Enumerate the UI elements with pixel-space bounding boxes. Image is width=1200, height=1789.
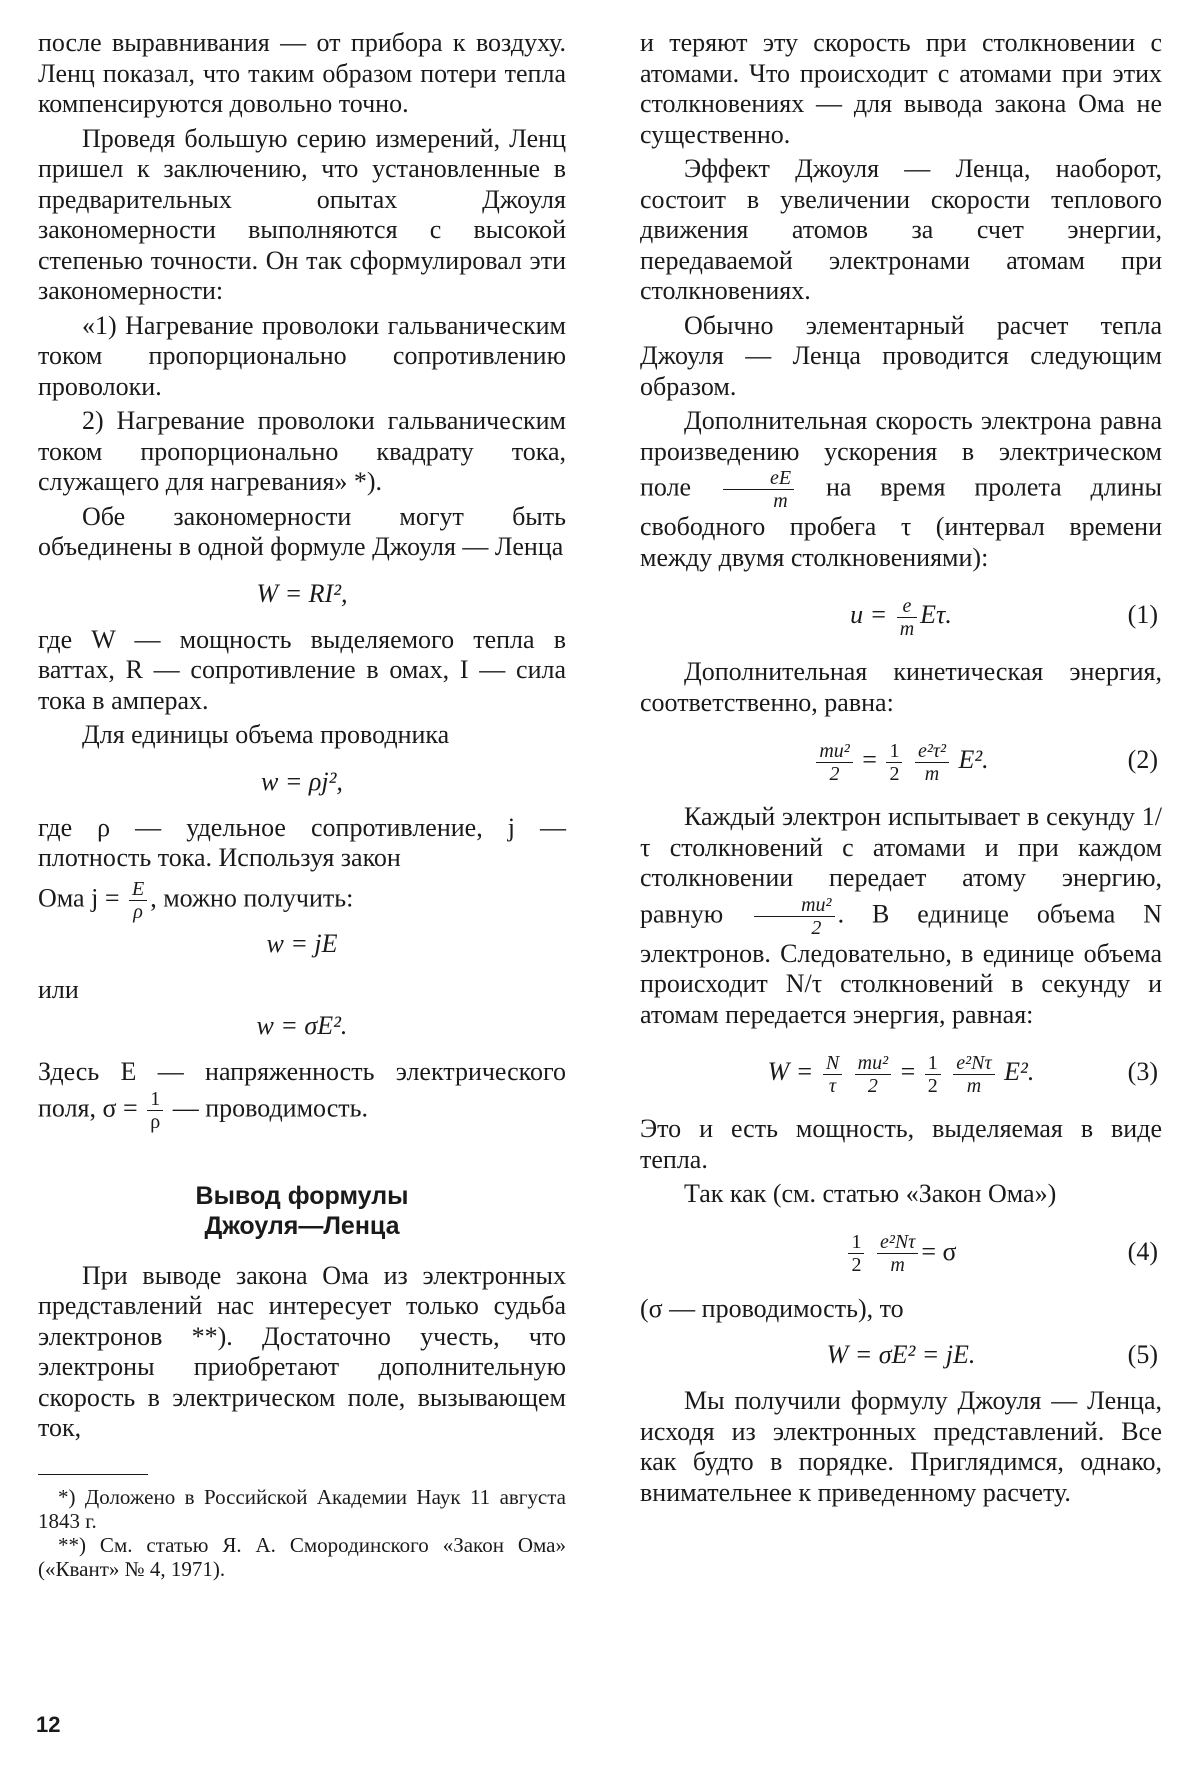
fraction: $\frac{\text{e²Nτ}}{m}$ — [953, 1052, 994, 1097]
equation-joule-lenz: W = RI², — [256, 578, 348, 608]
section-heading: Вывод формулы Джоуля—Ленца — [195, 1181, 409, 1240]
footnote-2: **) См. статью Я. А. Смородинского «Закон Ома» («Квант» № 4, 1971). — [38, 1532, 566, 1581]
paragraph: (σ — проводимость), то — [640, 1293, 904, 1323]
equation-number: (1) — [1127, 600, 1158, 629]
paragraph: Обычно элементарный расчет тепла Джоуля — Ленца проводится следующим образом. — [640, 310, 1162, 401]
paragraph-collisions: Каждый электрон испытывает в секунду 1/τ столкновений с атомами и при каждом столкновении передает атому энергию, равную $\frac{\text{mu²}}{2}$ . В единице объема N электронов. Следовательно, в единице объема происходит N/τ столкновений в секунду и атомам передается энергия, равная: — [640, 802, 1162, 1029]
fraction: $\frac{\text{mu²}}{2}$ — [816, 740, 852, 785]
paragraph: Дополнительная кинетическая энергия, соответственно, равна: — [640, 657, 1162, 717]
fraction: $\frac{\text{mu²}}{2}$ — [855, 1052, 891, 1097]
fraction: $\frac{1}{2}$ — [925, 1052, 941, 1097]
paragraph: и теряют эту скорость при столкновении с атомами. Что происходит с атомами при этих столкновениях — для вывода закона Ома не существенно. — [640, 28, 1162, 149]
paragraph: Проведя большую серию измерений, Ленц пришел к заключению, что установленные в предварительных опытах Джоуля закономерности выполняются с высокой степенью точности. Он так сформулировал эти закономерности: — [38, 123, 566, 305]
fraction: $\frac{\text{e²Nτ}}{m}$ — [877, 1231, 918, 1276]
left-column — [38, 28, 566, 1581]
paragraph: после выравнивания — от прибора к воздуху. Ленц показал, что таким образом потери тепла компенсируются довольно точно. — [38, 28, 566, 118]
word-or: или — [38, 974, 79, 1004]
fraction: $\frac{e}{m}$ — [897, 595, 917, 640]
equation-1: u = $\frac{e}{m}$ Eτ. (1) — [640, 587, 1162, 643]
paragraph: где ρ — удельное сопротивление, j — плотность тока. Используя закон — [38, 812, 566, 872]
fraction: $\frac{1}{\rho}$ — [147, 1088, 163, 1133]
equation-w-sigmaE: w = σE². — [256, 1011, 348, 1040]
equation-2: $\frac{\text{mu²}}{2}$ = $\frac{1}{2}$ $\frac{\text{e²τ²}}{m}$ E². (2) — [640, 732, 1162, 788]
paragraph: Эффект Джоуля — Ленца, наоборот, состоит в увеличении скорости теплового движения атомов за счет энергии, передаваемой электронами атомам при столкновениях. — [640, 154, 1162, 305]
fraction: $\frac{1}{2}$ — [886, 740, 902, 785]
equation-3: W = $\frac{N}{\tau}$ $\frac{\text{mu²}}{2}$ = $\frac{1}{2}$ $\frac{\text{e²Nτ}}{m}$ E². (3) — [640, 1044, 1162, 1100]
paragraph: Мы получили формулу Джоуля — Ленца, исходя из электронных представлений. Все как будто в порядке. Приглядимся, однако, внимательнее к приведенному расчету. — [640, 1386, 1162, 1507]
paragraph: Так как (см. статью «Закон Ома») — [684, 1179, 1057, 1208]
fraction: $\frac{\text{mu²}}{2}$ — [754, 894, 834, 939]
footnote-1: *) Доложено в Российской Академии Наук 11 августа 1843 г. — [38, 1484, 566, 1533]
paragraph: Это и есть мощность, выделяемая в виде тепла. — [640, 1114, 1162, 1174]
equation-power-density: w = ρj², — [261, 766, 343, 796]
fraction: $\frac{\text{e²τ²}}{m}$ — [915, 740, 949, 785]
equation-4: $\frac{1}{2}$ $\frac{\text{e²Nτ}}{m}$ = σ (4) — [640, 1224, 1162, 1280]
paragraph: где W — мощность выделяемого тепла в ваттах, R — сопротивление в омах, I — сила тока в амперах. — [38, 624, 566, 715]
paragraph-velocity: Дополнительная скорость электрона равна произведению ускорения в электрическом поле $\frac{eE}{m}$ на время пролета длины свободного пробега τ (интервал времени между двумя столкновениями): — [640, 406, 1163, 572]
page-number: 12 — [36, 1712, 61, 1737]
equation-number: (4) — [1127, 1236, 1158, 1266]
footnote-divider — [38, 1474, 148, 1475]
paragraph: При выводе закона Ома из электронных представлений нас интересует только судьба электронов **). Достаточно учесть, что электроны приобретают дополнительную скорость в электрическом поле, вызывающем ток, — [38, 1260, 566, 1442]
quote-item-1: «1) Нагревание проволоки гальваническим током пропорционально сопротивлению проволоки. — [38, 310, 566, 401]
fraction: $\frac{N}{\tau}$ — [823, 1052, 842, 1097]
equation-5: W = σE² = jE. (5) — [640, 1338, 1162, 1372]
equation-number: (2) — [1127, 745, 1158, 774]
fraction: $\frac{eE}{m}$ — [723, 467, 794, 512]
fraction: $\frac{1}{2}$ — [848, 1231, 864, 1276]
fraction: $\frac{E}{\rho}$ — [129, 878, 147, 923]
equation-number: (5) — [1127, 1340, 1158, 1369]
paragraph: Для единицы объема проводника — [82, 720, 450, 749]
paragraph-ohm-law: Ома j = $\frac{E}{\rho}$ , можно получить: — [38, 877, 354, 923]
right-column — [640, 28, 1162, 1508]
equation-w-jE: w = jE — [266, 928, 338, 958]
paragraph-sigma: Здесь E — напряженность электрического поля, σ = $\frac{1}{\rho}$ — проводимость. — [38, 1057, 566, 1133]
paragraph: Обе закономерности могут быть объединены в одной формуле Джоуля — Ленца — [38, 501, 566, 561]
quote-item-2: 2) Нагревание проволоки гальваническим током пропорционально квадрату тока, служащего для нагревания» *). — [38, 406, 566, 496]
equation-number: (3) — [1127, 1057, 1158, 1086]
